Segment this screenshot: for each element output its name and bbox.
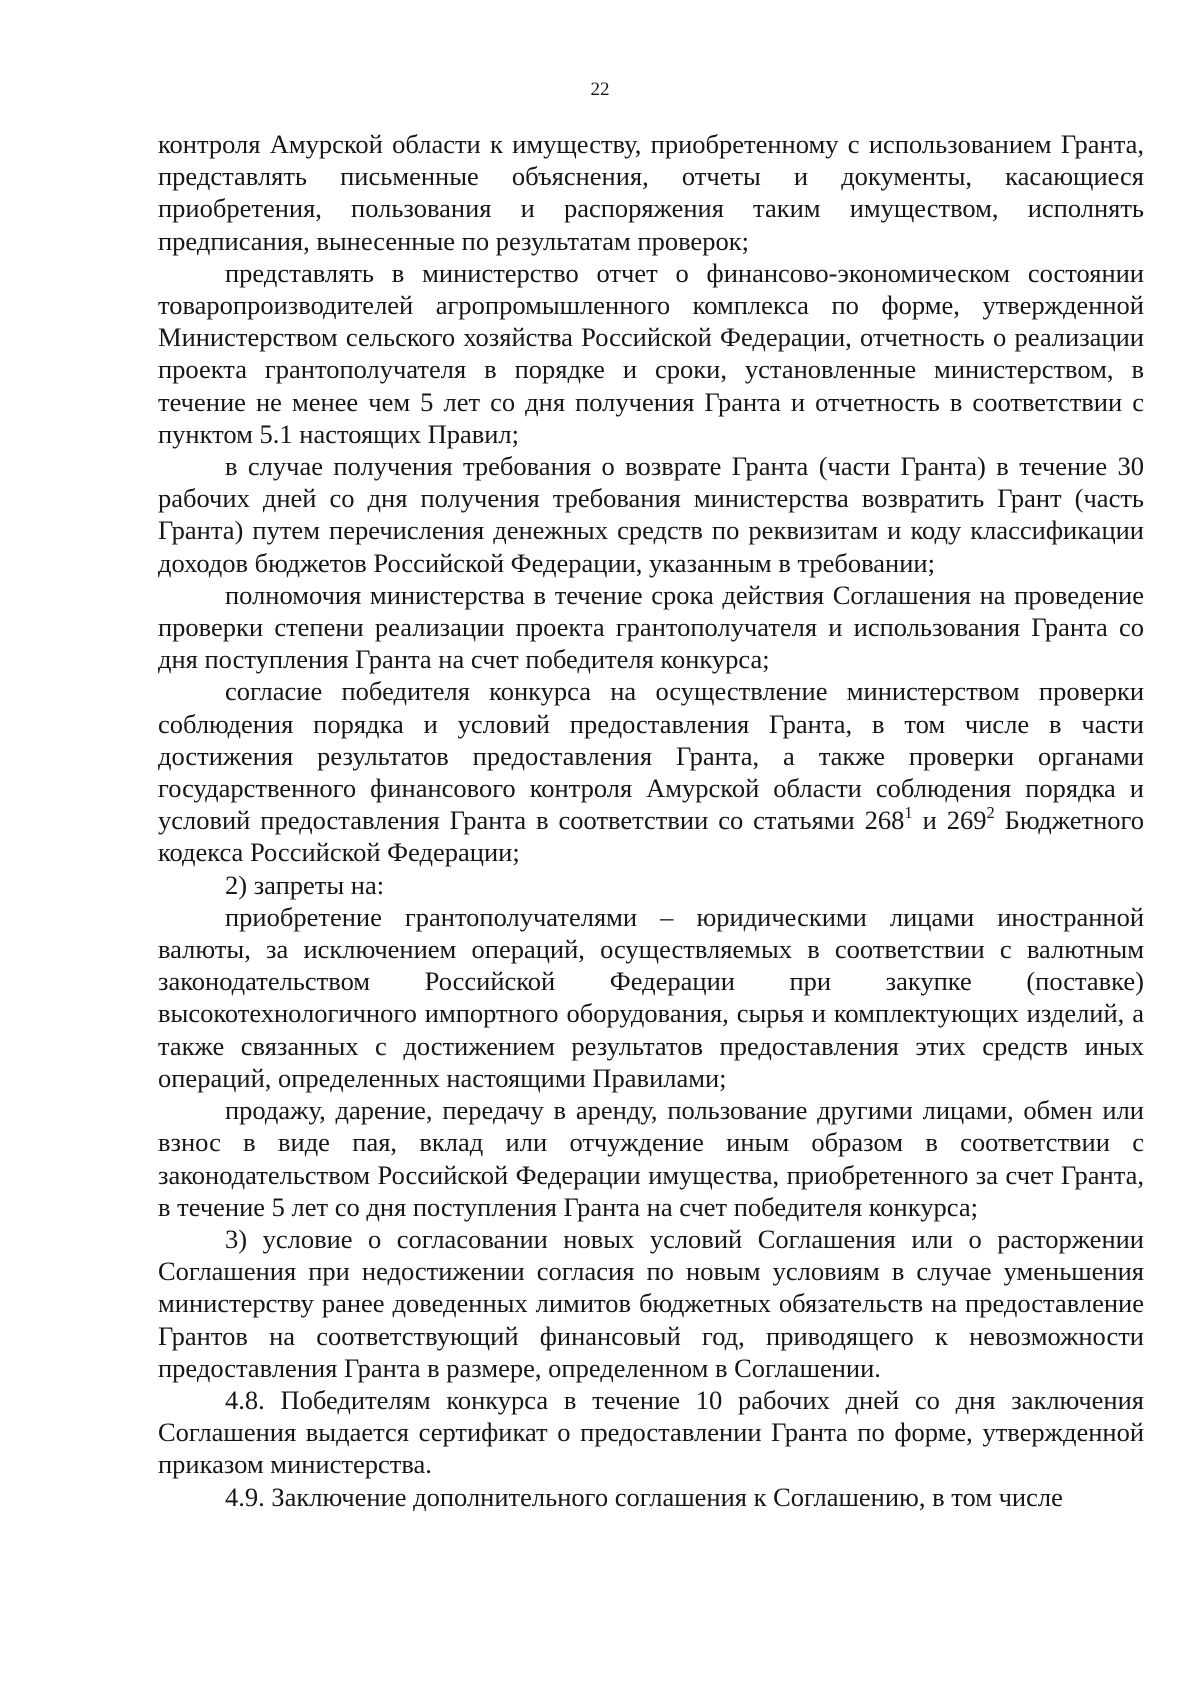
consent-text-end: Бюджетного кодекса Российской Федерации; [158,805,1144,868]
consent-text-middle: и 269 [912,805,987,836]
page-number: 22 [590,79,610,100]
consent-text: согласие победителя конкурса на осуществление министерством проверки соблюдения порядка и условий предоставления Гранта, в том числе в части достижения результатов предоставления Гранта, а также проверки органами государственного финансового контроля Амурской области соблюдения порядка и условий предоставления Гранта в соответствии со статьями 268 [158,676,1144,836]
paragraph-4-9: 4.9. Заключение дополнительного соглашения к Соглашению, в том числе [225,1481,1063,1512]
paragraph-continuation: контроля Амурской области к имуществу, приобретенному с использованием Гранта, представлять письменные объяснения, отчеты и документы, касающиеся приобретения, пользования и распоряжения таким имуществом, исполнять предписания, вынесенные по результатам проверок; [158,129,1144,256]
document-body [158,128,1144,1513]
superscript-2: 2 [986,802,995,822]
paragraph-ministry-powers: полномочия министерства в течение срока действия Соглашения на проведение проверки степени реализации проекта грантополучателя и использования Гранта со дня поступления Гранта на счет победителя конкурса; [158,579,1144,675]
superscript-1: 1 [904,802,913,822]
paragraph-4-8: 4.8. Победителям конкурса в течение 10 рабочих дней со дня заключения Соглашения выдается сертификат о предоставлении Гранта по форме, утвержденной приказом министерства. [158,1384,1144,1480]
paragraph-grant-return: в случае получения требования о возврате Гранта (части Гранта) в течение 30 рабочих дней со дня получения требования министерства возвратить Грант (часть Гранта) путем перечисления денежных средств по реквизитам и коду классификации доходов бюджетов Российской Федерации, указанным в требовании; [158,451,1144,578]
paragraph-prohibitions-heading: 2) запреты на: [225,869,385,900]
paragraph-currency-prohibition: приобретение грантополучателями – юридическими лицами иностранной валюты, за исключением операций, осуществляемых в соответствии с валютным законодательством Российской Федерации при закупке (поставке) высокотехнологичного импортного оборудования, сырья и комплектующих изделий, а также связанных с достижением результатов предоставления этих средств иных операций, определенных настоящими Правилами; [158,901,1144,1093]
paragraph-report-obligation: представлять в министерство отчет о финансово-экономическом состоянии товаропроизводителей агропромышленного комплекса по форме, утвержденной Министерством сельского хозяйства Российской Федерации, отчетность о реализации проекта грантополучателя в порядке и сроки, установленные министерством, в течение не менее чем 5 лет со дня получения Гранта и отчетность в соответствии с пунктом 5.1 настоящих Правил; [158,257,1144,449]
paragraph-agreement-condition: 3) условие о согласовании новых условий Соглашения или о расторжении Соглашения при недостижении согласия по новым условиям в случае уменьшения министерству ранее доведенных лимитов бюджетных обязательств на предоставление Грантов на соответствующий финансовый год, приводящего к невозможности предоставления Гранта в размере, определенном в Соглашении. [158,1223,1144,1383]
paragraph-inspection-consent [158,675,1144,868]
paragraph-property-prohibition: продажу, дарение, передачу в аренду, пользование другими лицами, обмен или взнос в виде пая, вклад или отчуждение иным образом в соответствии с законодательством Российской Федерации имущества, приобретенного за счет Гранта, в течение 5 лет со дня поступления Гранта на счет победителя конкурса; [158,1095,1144,1222]
